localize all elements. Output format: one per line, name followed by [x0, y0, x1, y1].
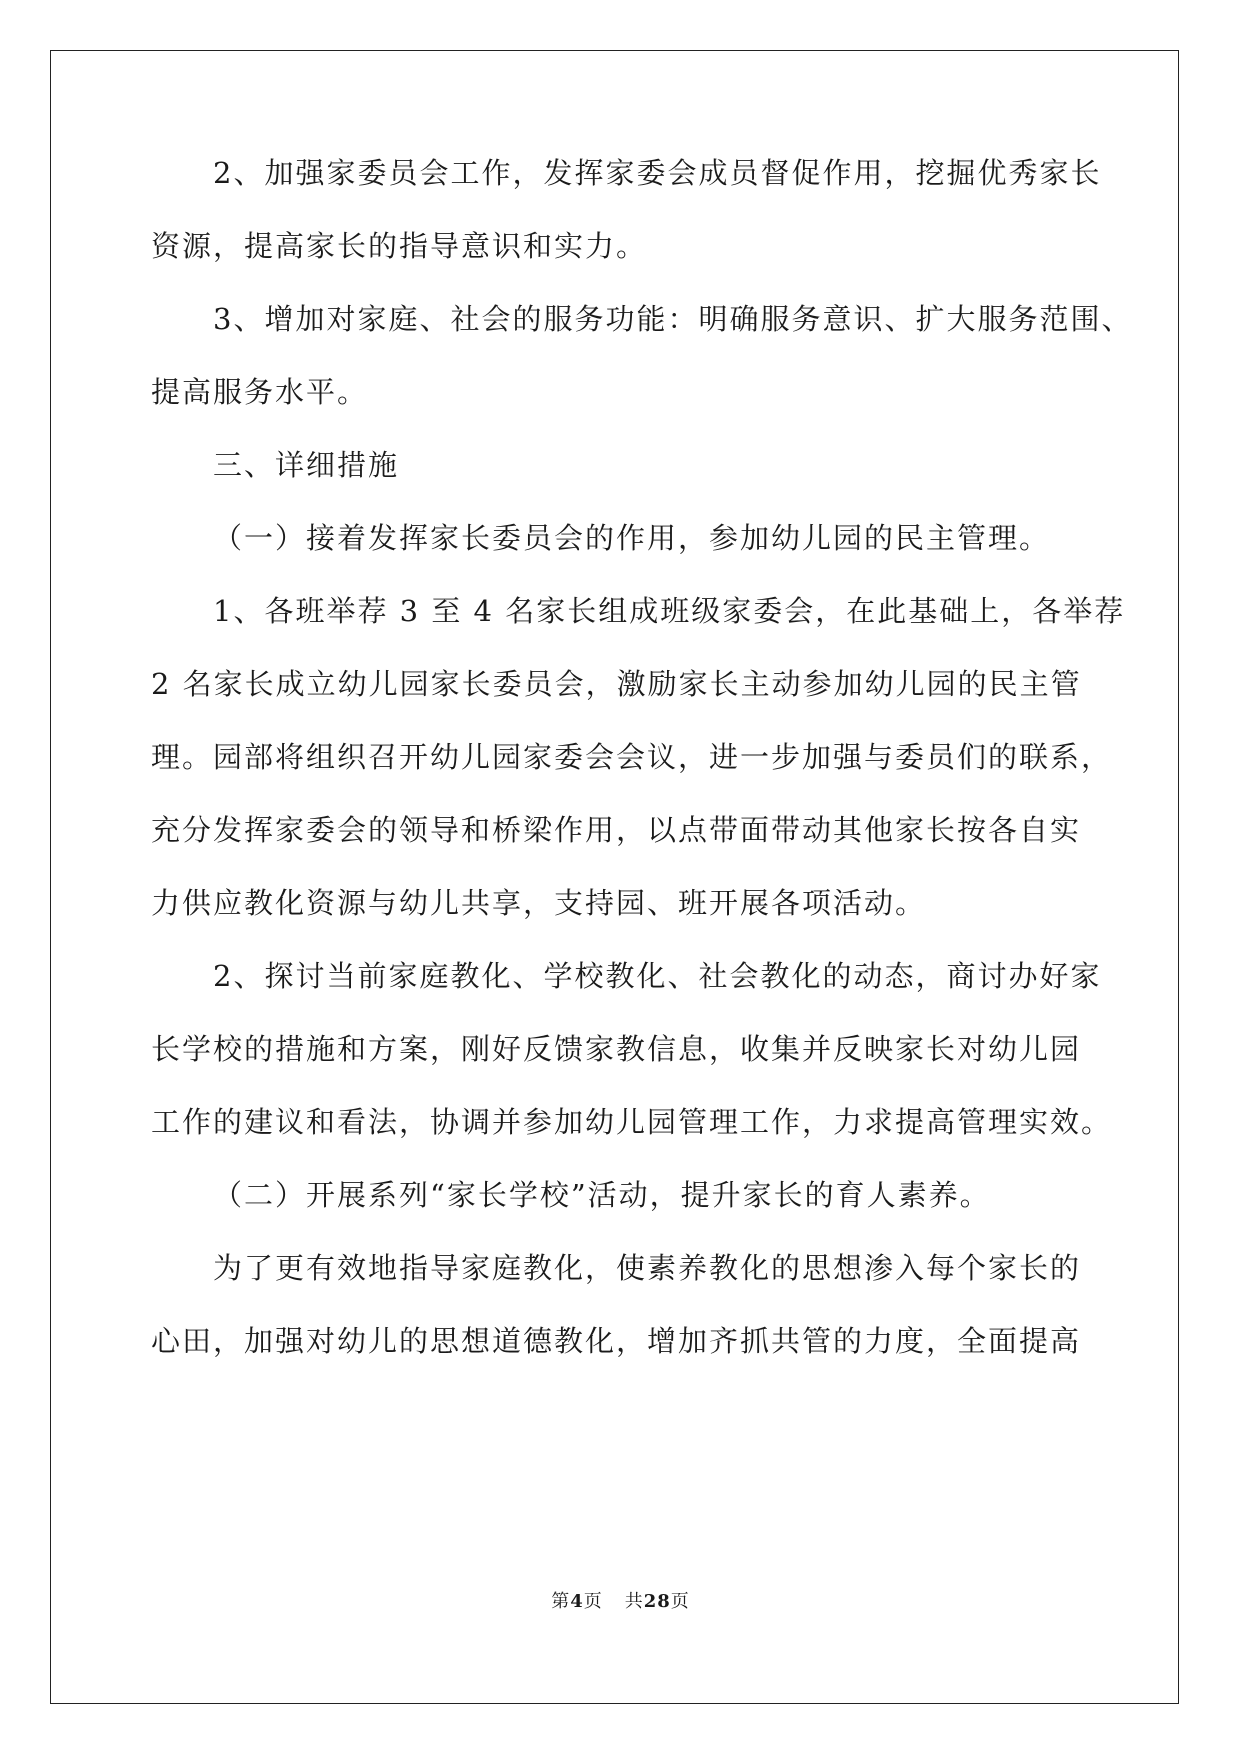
footer-total-suffix: 页: [670, 1591, 690, 1612]
paragraph-line: 2、加强家委员会工作，发挥家委会成员督促作用，挖掘优秀家长: [213, 156, 1102, 190]
paragraph-line: 工作的建议和看法，协调并参加幼儿园管理工作，力求提高管理实效。: [151, 1105, 1113, 1139]
paragraph-line: 充分发挥家委会的领导和桥梁作用，以点带面带动其他家长按各自实: [151, 813, 1082, 847]
paragraph-line: 提高服务水平。: [151, 375, 369, 409]
paragraph-line: 2 名家长成立幼儿园家长委员会，激励家长主动参加幼儿园的民主管: [151, 667, 1082, 701]
paragraph-line: 力供应教化资源与幼儿共享，支持园、班开展各项活动。: [151, 886, 927, 920]
footer-page-suffix: 页: [583, 1591, 603, 1612]
page-border: [50, 50, 1179, 1704]
paragraph-line: 为了更有效地指导家庭教化，使素养教化的思想渗入每个家长的: [213, 1251, 1082, 1285]
paragraph-line: 1、各班举荐 3 至 4 名家长组成班级家委会，在此基础上，各举荐: [213, 594, 1126, 628]
footer-page-total: 28: [643, 1591, 671, 1612]
footer-page-current: 4: [570, 1591, 584, 1612]
paragraph-line: 3、增加对家庭、社会的服务功能：明确服务意识、扩大服务范围、: [213, 302, 1133, 336]
subsection-heading: （一）接着发挥家长委员会的作用，参加幼儿园的民主管理。: [213, 521, 1051, 555]
section-heading: 三、详细措施: [213, 448, 400, 482]
paragraph-line: 理。园部将组织召开幼儿园家委会会议，进一步加强与委员们的联系，: [151, 740, 1113, 774]
page-footer: [0, 1590, 1241, 1614]
paragraph-line: 长学校的措施和方案，刚好反馈家教信息，收集并反映家长对幼儿园: [151, 1032, 1082, 1066]
footer-total-prefix: 共: [624, 1591, 644, 1612]
paragraph-line: 资源，提高家长的指导意识和实力。: [151, 229, 648, 263]
subsection-heading: （二）开展系列“家长学校”活动，提升家长的育人素养。: [213, 1178, 991, 1212]
paragraph-line: 2、探讨当前家庭教化、学校教化、社会教化的动态，商讨办好家: [213, 959, 1102, 993]
footer-page-prefix: 第: [551, 1591, 571, 1612]
paragraph-line: 心田，加强对幼儿的思想道德教化，增加齐抓共管的力度，全面提高: [151, 1324, 1082, 1358]
